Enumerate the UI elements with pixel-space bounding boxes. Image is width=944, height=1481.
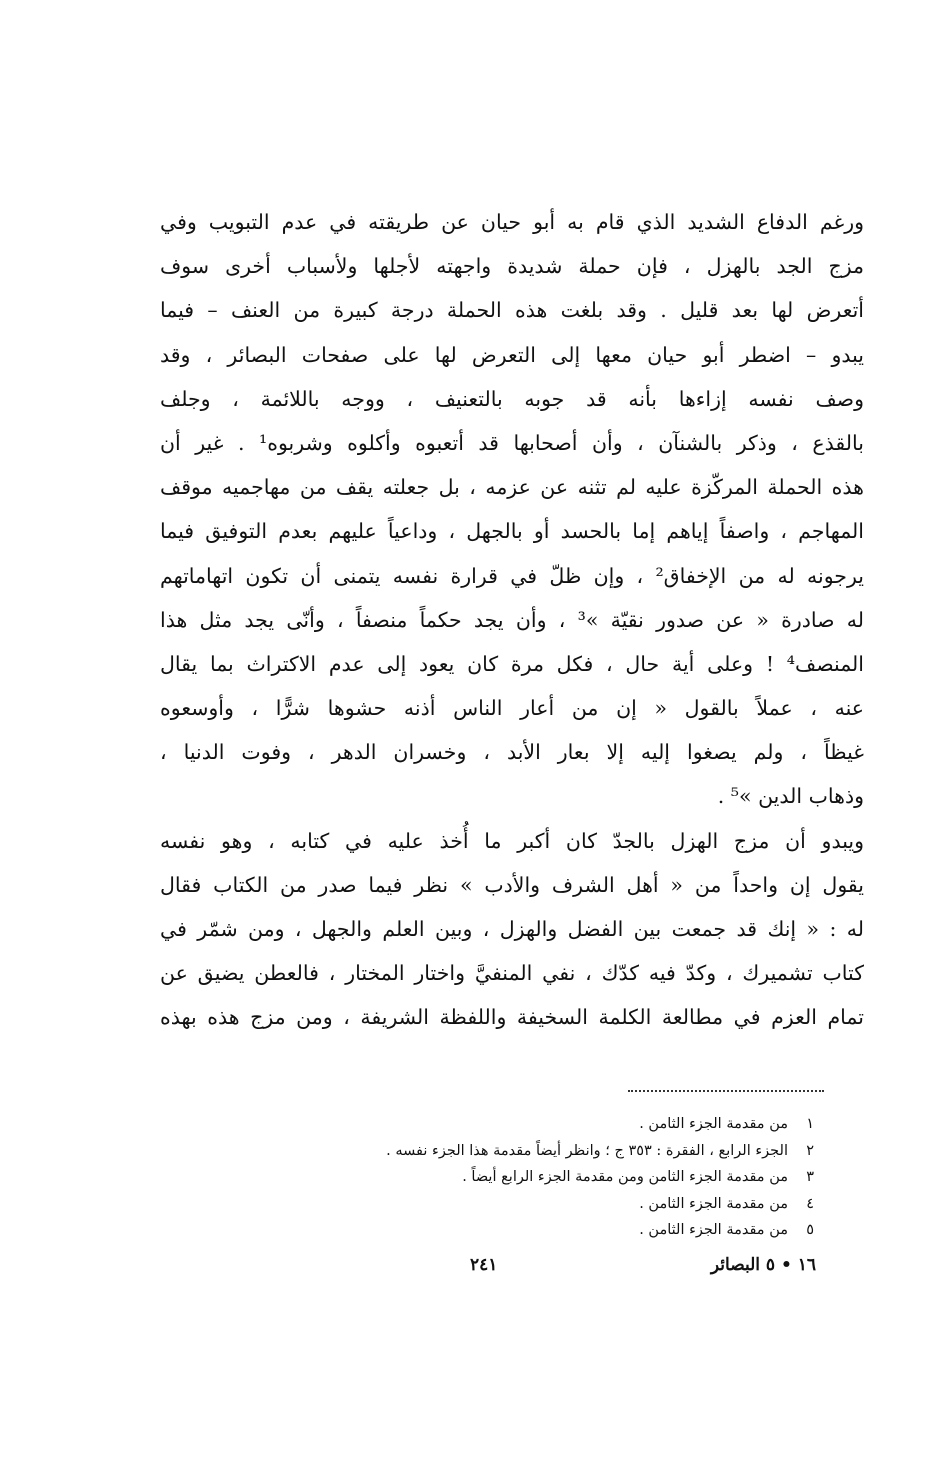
footnote-number: ٣ [806,1169,814,1185]
text-line: له : « إنك قد جمعت بين الفضل والهزل ، وبين العلم والجهل ، ومن شمّر في [160,917,864,941]
footnote-number: ٤ [806,1195,814,1212]
footnote-number: ١ [806,1116,814,1132]
footnotes [254,1111,814,1244]
text-line: وذهاب الدين »⁵ . [717,784,864,809]
footnote-item [254,1191,814,1218]
text-line: ويبدو أن مزج الهزل بالجدّ كان أكبر ما أُخذ عليه في كتابه ، وهو نفسه [160,828,864,853]
text-line: له صادرة « عن صدور نقيّة »³ ، وأن يجد حكماً منصفاً ، وأنّى يجد مثل هذا [160,607,864,632]
footnote-text: من مقدمة الجزء الثامن ومن مقدمة الجزء الرابع أيضاً . [462,1169,788,1185]
footnote-text: الجزء الرابع ، الفقرة : ٣٥٣ ج ؛ وانظر أيضاً مقدمة هذا الجزء نفسه . [386,1142,788,1159]
footnote-number: ٥ [806,1222,814,1238]
footnote-separator [628,1090,824,1092]
text-line: مزج الجد بالهزل ، فإن حملة شديدة واجهته لأجلها ولأسباب أخرى سوف [160,254,864,279]
text-line: كتاب تشميرك ، وكدّ فيه كدّك ، نفي المنفيَّ واختار المختار ، فالعطن يضيق عن [160,961,864,986]
footnote-item [254,1164,814,1191]
text-line: هذه الحملة المركّزة عليه لم تثنه عن عزمه ، بل جعلته يقف من مهاجميه موقف [160,475,864,500]
text-line: يقول إن واحداً من « أهل الشرف والأدب » نظر فيما صدر من الكتاب فقال [160,872,864,897]
paragraph-2 [160,819,864,1040]
footnote-item [254,1111,814,1138]
text-line: غيظاً ، ولم يصغوا إليه إلا بعار الأبد ، وخسران الدهر ، وفوت الدنيا ، [160,740,864,765]
footnote-text: من مقدمة الجزء الثامن . [639,1222,788,1238]
text-line: يرجونه له من الإخفاق² ، وإن ظلّ في قرارة نفسه يتمنى أن تكون اتهاماتهم [160,563,864,588]
text-line: وصف نفسه إزاءها بأنه قد جوبه بالتعنيف ، ووجه باللائمة ، وجلف [160,386,864,411]
footnote-item [254,1138,814,1165]
footnote-number: ٢ [806,1142,814,1159]
signature-mark: ١٦ • ٥ البصائر [710,1255,816,1275]
text-line: بالقذع ، وذكر بالشنآن ، وأن أصحابها قد أتعبوه وأكلوه وشربوه¹ . غير أن [160,430,864,455]
main-text [160,200,864,1040]
text-line: أتعرض لها بعد قليل . وقد بلغت هذه الحملة درجة كبيرة من العنف – فيما [160,298,864,323]
text-line: تمام العزم في مطالعة الكلمة السخيفة واللفظة الشريفة ، ومن مزج هذه بهذه [160,1005,864,1030]
footnote-text: من مقدمة الجزء الثامن . [639,1116,788,1132]
footnote-item [254,1217,814,1244]
paragraph-1 [160,200,864,819]
text-line: عنه ، عملاً بالقول « إن من أعار الناس أذنه حشوها شرًّا ، وأوسعوه [160,696,864,721]
text-line: المهاجم ، واصفاً إياهم إما بالحسد أو بالجهل ، وداعياً عليهم بعدم التوفيق فيما [160,519,864,544]
text-line: ورغم الدفاع الشديد الذي قام به أبو حيان عن طريقته في عدم التبويب وفي [160,210,864,234]
text-line: يبدو – اضطر أبو حيان معها إلى التعرض لها على صفحات البصائر ، وقد [160,342,864,367]
footnote-text: من مقدمة الجزء الثامن . [639,1195,788,1212]
page-number: ٢٤١ [470,1255,498,1275]
text-line: المنصف⁴ ! وعلى أية حال ، فكل مرة كان يعود إلى عدم الاكتراث بما يقال [160,651,864,676]
